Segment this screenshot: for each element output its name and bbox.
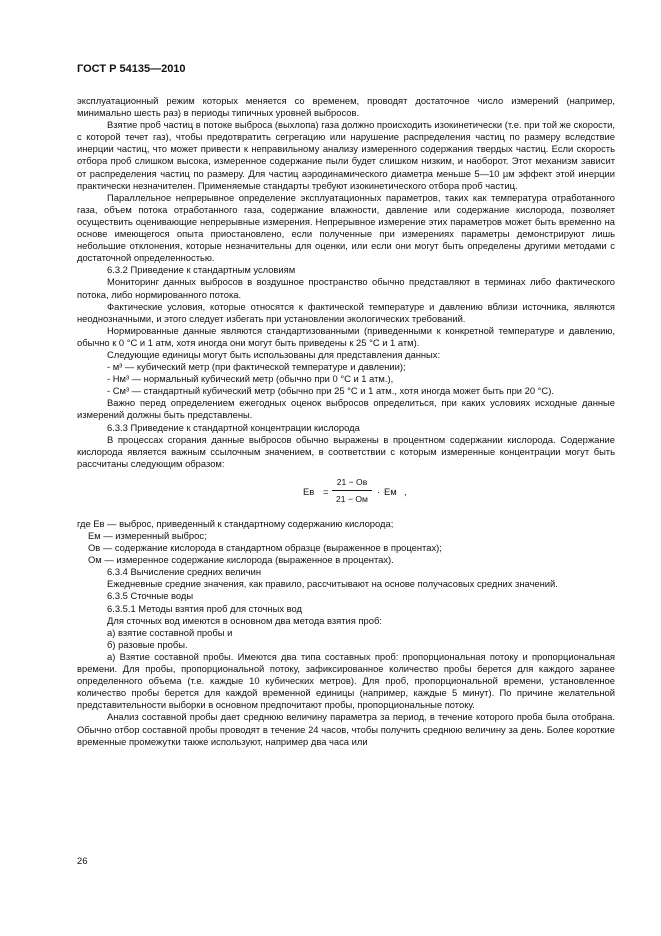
section-heading: 6.3.2 Приведение к стандартным условиям — [107, 264, 296, 276]
list-item: б) разовые пробы. — [107, 638, 188, 650]
variable-definition: где Eв — выброс, приведенный к стандартному содержанию кислорода; — [77, 517, 394, 529]
paragraph: Следующие единицы могут быть использованы для представления данных: — [107, 348, 441, 360]
fraction-bar — [332, 490, 372, 491]
paragraph: Мониторинг данных выбросов в воздушное пространство обычно представляют в терминах либо фактического потока, либо нормированного потока. — [77, 276, 615, 300]
formula-multiply: · — [377, 485, 381, 497]
page-number: 26 — [77, 855, 88, 866]
section-heading: 6.3.3 Приведение к стандартной концентрации кислорода — [107, 421, 360, 433]
subsection-heading: 6.3.5.1 Методы взятия проб для сточных вод — [107, 602, 302, 614]
variable-definition: Eм — измеренный выброс; — [88, 530, 207, 541]
formula-lhs: Eв — [303, 485, 315, 497]
list-item: - Нм³ — нормальный кубический метр (обычно при 0 °С и 1 атм.), — [107, 373, 394, 385]
paragraph: Для сточных вод имеются в основном два метода взятия проб: — [107, 614, 382, 626]
formula-numerator: 21 − Oв — [336, 476, 368, 487]
paragraph: Фактические условия, которые относятся к фактической температуре и давлению вблизи источника, являются неоднозначными, и этого следует избегать при установлении экологических требований. — [77, 300, 615, 324]
paragraph: Взятие проб частиц в потоке выброса (выхлопа) газа должно происходить изокинетически (т.е. при той же скорости, с которой течет газ), чтобы предотвратить сегрегацию или нарушение распределения частиц по размеру вследствие инерции частиц, что может привести к неправильному анализу измеренного содержания твердых частиц. Если скорость отбора проб слишком высока, измеренное содержание пыли будет слишком низким, и наоборот. Этот механизм зависит от распределения частиц по размеру. Для частиц аэродинамического диаметра меньше 5—10 µм эффект этой инерции практически незначителен. Применяемые стандарты требуют изокинетического отбора проб частиц. — [77, 119, 615, 191]
paragraph: Анализ составной пробы дает среднюю величину параметра за период, в течение которого проба была отобрана. Обычно отбор составной пробы проводят в течение 24 часов, чтобы получить среднюю величину за день. Более короткие временные промежутки также используют, например два часа или — [77, 711, 615, 747]
document-body — [77, 95, 615, 748]
formula-comma: , — [404, 485, 407, 497]
formula-rhs: Eм — [384, 485, 397, 497]
paragraph: Ежедневные средние значения, как правило, рассчитывают на основе получасовых средних значений. — [107, 578, 558, 590]
paragraph: а) Взятие составной пробы. Имеются два типа составных проб: пропорциональная потоку и пропорциональная времени. Для пробы, пропорциональной потоку, зафиксированное количество пробы берется для каждого заранее определенного объема (т.е. каждые 10 кубических метров). Для проб, пропорциональной времени, установленное количество пробы берется для каждой временной единицы (например, каждые 5 минут). По причине желательной представительности выборки в основном предпочитают пробы, пропорциональные потоку. — [77, 650, 615, 711]
paragraph: Параллельное непрерывное определение эксплуатационных параметров, таких как температура отработанного газа, объем потока отработанного газа, содержание влажности, давление или содержание кислорода, позволяет осуществить оценивающие непрерывные измерения. Непрерывное измерение этих параметров может быть временно на основе имеющегося опыта приостановлено, если полученные при измерениях параметры демонстрируют лишь небольшие отклонения, которые незначительны для оценки, или если они могут быть определены другими методами с достаточной определенностью. — [77, 191, 615, 264]
paragraph: В процессах сгорания данные выбросов обычно выражены в процентном содержании кислорода. Содержание кислорода является важным ссылочным значением, в соответствии с которым измеренные концентрации могут быть рассчитаны следующим образом: — [77, 433, 615, 469]
paragraph: эксплуатационный режим которых меняется со временем, проводят достаточное число измерений (например, минимально шесть раз) в периоды типичных уровней выбросов. — [77, 95, 615, 119]
section-heading: 6.3.4 Вычисление средних величин — [107, 566, 262, 578]
oxygen-correction-formula — [77, 474, 615, 512]
formula-fraction — [332, 476, 372, 505]
list-item: - м³ — кубический метр (при фактической температуре и давлении); — [107, 361, 406, 373]
formula-denominator: 21 − Oм — [336, 494, 368, 504]
section-heading: 6.3.5 Сточные воды — [107, 590, 194, 602]
document-header: ГОСТ Р 54135—2010 — [77, 63, 186, 75]
list-item: - См³ — стандартный кубический метр (обычно при 25 °С и 1 атм., хотя иногда может быть при 20 °С). — [107, 385, 554, 397]
paragraph: Важно перед определением ежегодных оценок выбросов определиться, при каких условиях исходные данные измерений должны быть представлены. — [77, 397, 615, 421]
list-item: а) взятие составной пробы и — [107, 626, 233, 638]
variable-definition: Oм — измеренное содержание кислорода (выраженное в процентах). — [88, 554, 394, 566]
paragraph: Нормированные данные являются стандартизованными (приведенными к конкретной температуре и давлению, обычно к 0 °С и 1 атм, хотя иногда они могут быть приведены к 25 °С и 1 атм). — [77, 324, 615, 348]
formula-equals: = — [323, 485, 329, 497]
variable-definition: Oв — содержание кислорода в стандартном образце (выраженное в процентах); — [88, 542, 442, 554]
